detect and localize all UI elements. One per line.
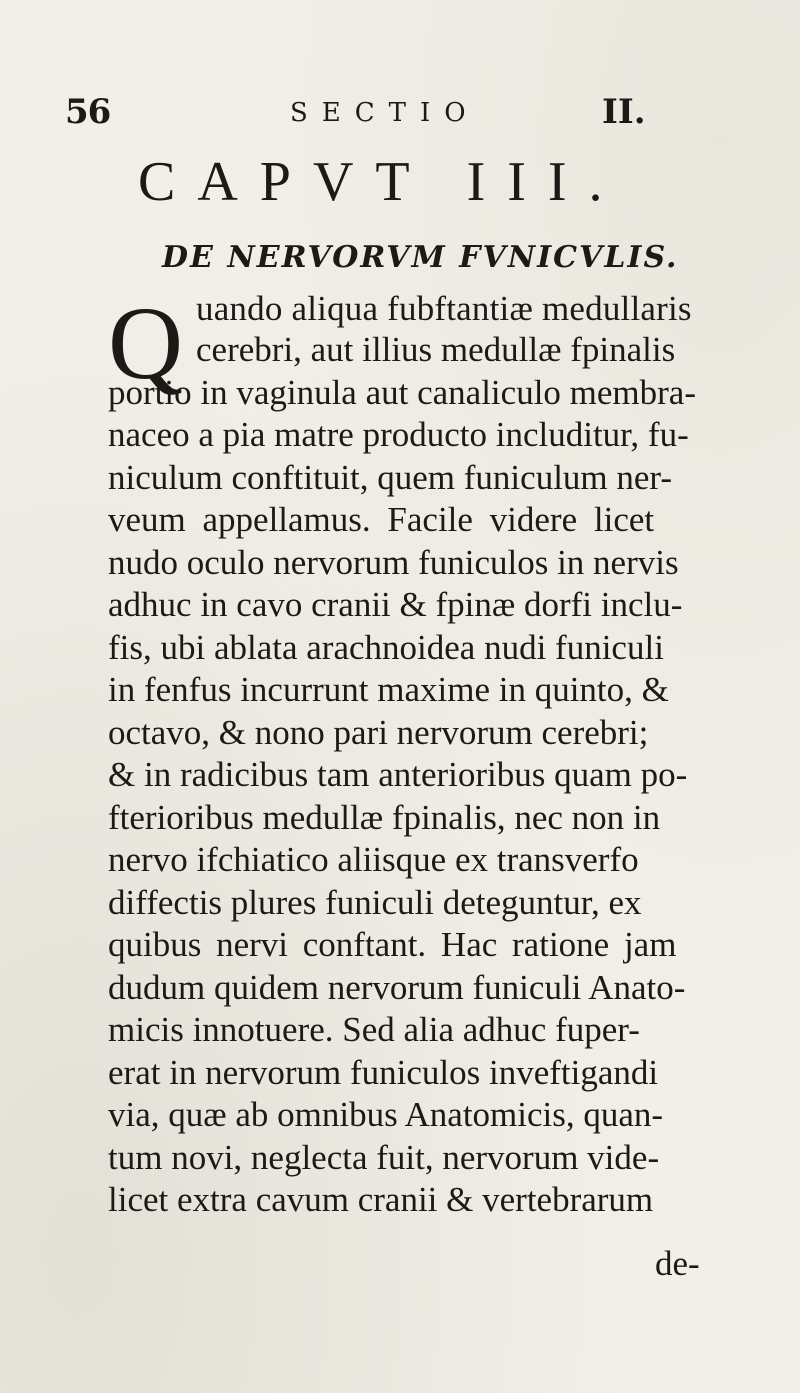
text-line: & in radicibus tam anterioribus quam po- (108, 755, 688, 794)
text-line: portio in vaginula aut canaliculo membra- (108, 373, 696, 412)
text-line: erat in nervorum funiculos inveftigandi (108, 1053, 659, 1092)
text-line: nervo ifchiatico aliisque ex transverfo (108, 840, 639, 879)
text-line: adhuc in cavo cranii & fpinæ dorfi inclu- (108, 585, 683, 624)
text-line: tum novi, neglecta fuit, nervorum vide- (108, 1138, 660, 1177)
text-line: cerebri, aut illius medullæ fpinalis (196, 330, 676, 369)
text-line: dudum quidem nervorum funiculi Anato- (108, 968, 686, 1007)
section-label: SECTIO (290, 98, 480, 128)
text-line: in fenfus incurrunt maxime in quinto, & (108, 670, 669, 709)
page-number: 56 (65, 92, 111, 132)
drop-cap: Q (108, 286, 184, 401)
text-line: veum appellamus. Facile videre licet (108, 500, 655, 539)
text-line: licet extra cavum cranii & vertebrarum (108, 1180, 654, 1219)
text-line: fis, ubi ablata arachnoidea nudi funiculi (108, 628, 664, 667)
text-line: niculum conftituit, quem funiculum ner- (108, 458, 673, 497)
catchword: de- (655, 1244, 700, 1283)
text-line: quibus nervi conftant. Hac ratione jam (108, 925, 677, 964)
text-line: nudo oculo nervorum funiculos in nervis (108, 543, 679, 582)
running-header (65, 92, 705, 142)
text-line: octavo, & nono pari nervorum cerebri; (108, 713, 649, 752)
text-line: micis innotuere. Sed alia adhuc fuper- (108, 1010, 640, 1049)
text-line: naceo a pia matre producto includitur, fu- (108, 415, 689, 454)
section-number: II. (602, 92, 646, 132)
chapter-title: CAPVT III. (138, 151, 625, 213)
text-line: fterioribus medullæ fpinalis, nec non in (108, 798, 661, 837)
chapter-subtitle: DE NERVORVM FVNICVLIS. (162, 240, 679, 275)
text-line: via, quæ ab omnibus Anatomicis, quan- (108, 1095, 664, 1134)
text-line: diffectis plures funiculi deteguntur, ex (108, 883, 642, 922)
text-line: uando aliqua fubftantiæ medullaris (196, 289, 692, 328)
